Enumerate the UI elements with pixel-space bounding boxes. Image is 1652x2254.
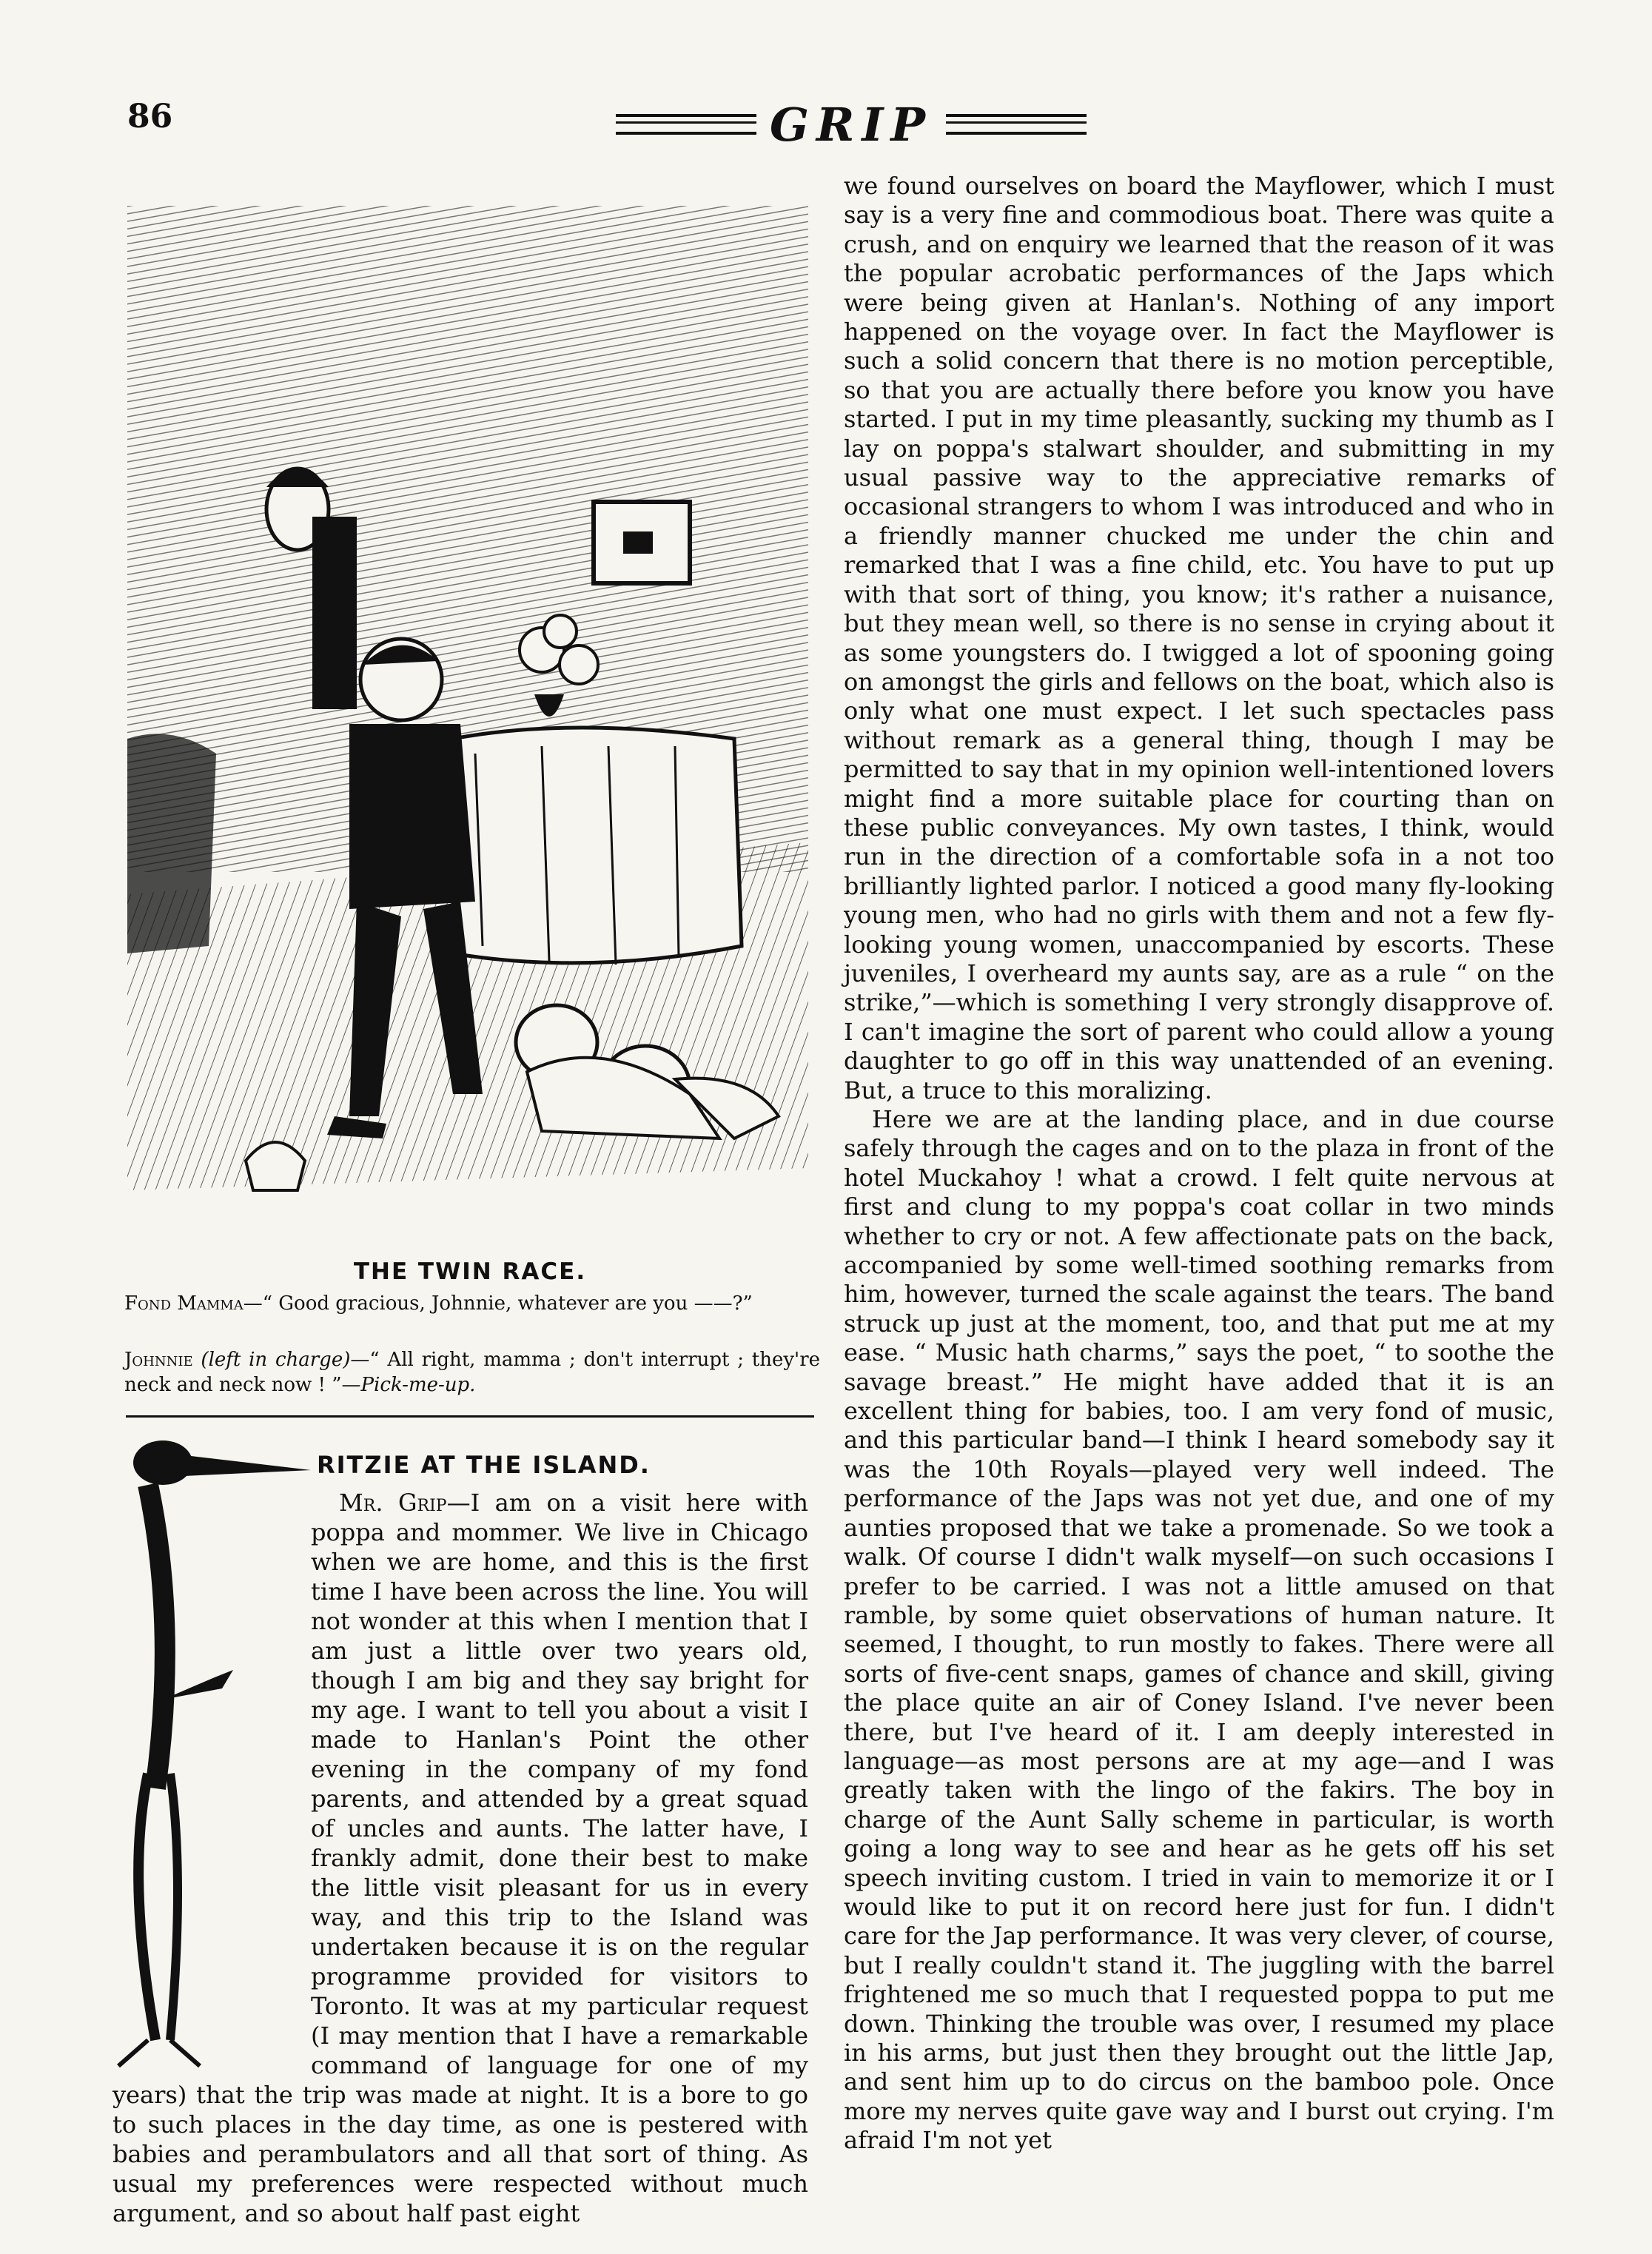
masthead <box>592 95 1110 154</box>
article-left-text: —I am on a visit here with poppa and mommer. We live in Chicago when we are home, and this is the first time I have been across the line. You will not wonder at this when I mention that I am just a little over two years old, though I am big and they say bright for my age. I want to tell you about a visit I made to Hanlan's Point the other evening in the company of my fond parents, and attended by a great squad of uncles and aunts. The latter have, I frankly admit, done their best to make the little visit pleasant for us in every way, and this trip to the Island was undertaken because it is on the regular programme provided for visitors to Toronto. It was at my particular request (I may mention that I have a remarkable command of language for one of my years) that the trip was made at night. It is a bore to go to such places in the day time, as one is pestered with babies and perambulators and all that sort of thing. As usual my preferences were respected without much argument, and so about half past eight <box>113 1489 809 2227</box>
article-right-paragraph-1: we found ourselves on board the Mayflower, which I must say is a very fine and commodious boat. There was quite a crush, and on enquiry we learned that the reason of it was the popular acrobatic performances of the Japs which were being given at Hanlan's. Nothing of any import happened on the voyage over. In fact the Mayflower is such a solid concern that there is no motion perceptible, so that you are actually there before you know you have started. I put in my time pleasantly, sucking my thumb as I lay on poppa's stalwart shoulder, and submitting in my usual passive way to the appreciative remarks of occasional strangers to whom I was introduced and who in a friendly manner chucked me under the chin and remarked that I was a fine child, etc. You have to put up with that sort of thing, you know; it's rather a nuisance, but they mean well, so there is no sense in crying about it as some youngsters do. I twigged a lot of spooning going on amongst the girls and fellows on the boat, which also is only what one must expect. I let such spectacles pass without remark as a general thing, though I may be permitted to say that in my opinion well-intentioned lovers might find a more suitable place for courting than on these public conveyances. My own tastes, I think, would run in the direction of a comfortable sofa in a not too brilliantly lighted parlor. I noticed a good many fly-looking young men, who had no girls with them and not a few fly-looking young women, unaccompanied by escorts. These juveniles, I overheard my aunts say, are as a rule “ on the strike,”—which is something I very strongly disapprove of. I can't imagine the sort of parent who could allow a young daughter to go off in this way unattended of an evening. But, a truce to this moralizing. <box>844 172 1554 1104</box>
page-number: 86 <box>127 98 173 135</box>
caption-line-1 <box>124 1291 820 1316</box>
masthead-title: GRIP <box>769 97 933 152</box>
caption-text-mamma: —“ Good gracious, Johnnie, whatever are you ——?” <box>243 1292 753 1315</box>
article-title: RITZIE AT THE ISLAND. <box>317 1451 651 1479</box>
caption-line-2 <box>124 1347 820 1398</box>
twin-race-illustration <box>127 206 808 1220</box>
caption-source: Pick-me-up. <box>360 1374 476 1396</box>
caption-text-johnnie: —“ All right, mamma ; don't interrupt ; they're neck and neck now ! ”— <box>124 1349 821 1396</box>
masthead-rule-left <box>616 114 756 135</box>
masthead-rule-right <box>946 114 1087 135</box>
article-left-column <box>113 1488 808 2228</box>
article-right-paragraph-2: Here we are at the landing place, and in due course safely through the cages and on to the plaza in front of the hotel Muckahoy ! what a crowd. I felt quite nervous at first and clung to my poppa's coat collar in two minds whether to cry or not. A few affectionate pats on the back, accompanied by some well-timed soothing remarks from him, however, turned the scale against the tears. The band struck up just at the moment, too, and that put me at my ease. “ Music hath charms,” says the poet, “ to soothe the savage breast.” He might have added that it is an excellent thing for babies, too. I am very fond of music, and this particular band—I think I heard somebody say it was the 10th Royals—played very well indeed. The performance of the Japs was not yet due, and one of my aunties proposed that we take a promenade. So we took a walk. Of course I didn't walk myself—on such occasions I prefer to be carried. I was not a little amused on that ramble, by some quiet observations of human nature. It seemed, I thought, to run mostly to fakes. There were all sorts of five-cent snaps, games of chance and skill, giving the place quite an air of Coney Island. I've never been there, but I've heard of it. I am deeply interested in language—as most persons are at my age—and I was greatly taken with the lingo of the fakirs. The boy in charge of the Aunt Sally scheme in particular, is worth going a long way to see and hear as he gets off his set speech inviting custom. I tried in vain to memorize it or I would like to put it on record here just for fun. I didn't care for the Jap performance. It was very clever, of course, but I really couldn't stand it. The juggling with the barrel frightened me so much that I requested poppa to put me down. Thinking the trouble was over, I resumed my place in his arms, but just then they brought out the little Jap, and sent him up to do circus on the bamboo pole. Once more my nerves quite gave way and I burst out crying. I'm afraid I'm not yet <box>844 1105 1554 2155</box>
article-right-column <box>844 172 1554 2156</box>
article-salutation: Mr. Grip <box>339 1489 447 1517</box>
caption-speaker-johnnie: Johnnie <box>124 1349 193 1371</box>
caption-title: THE TWIN RACE. <box>353 1258 587 1285</box>
caption-note: (left in charge) <box>201 1349 351 1371</box>
caption-speaker-mamma: Fond Mamma <box>124 1292 244 1315</box>
section-divider <box>126 1415 814 1418</box>
